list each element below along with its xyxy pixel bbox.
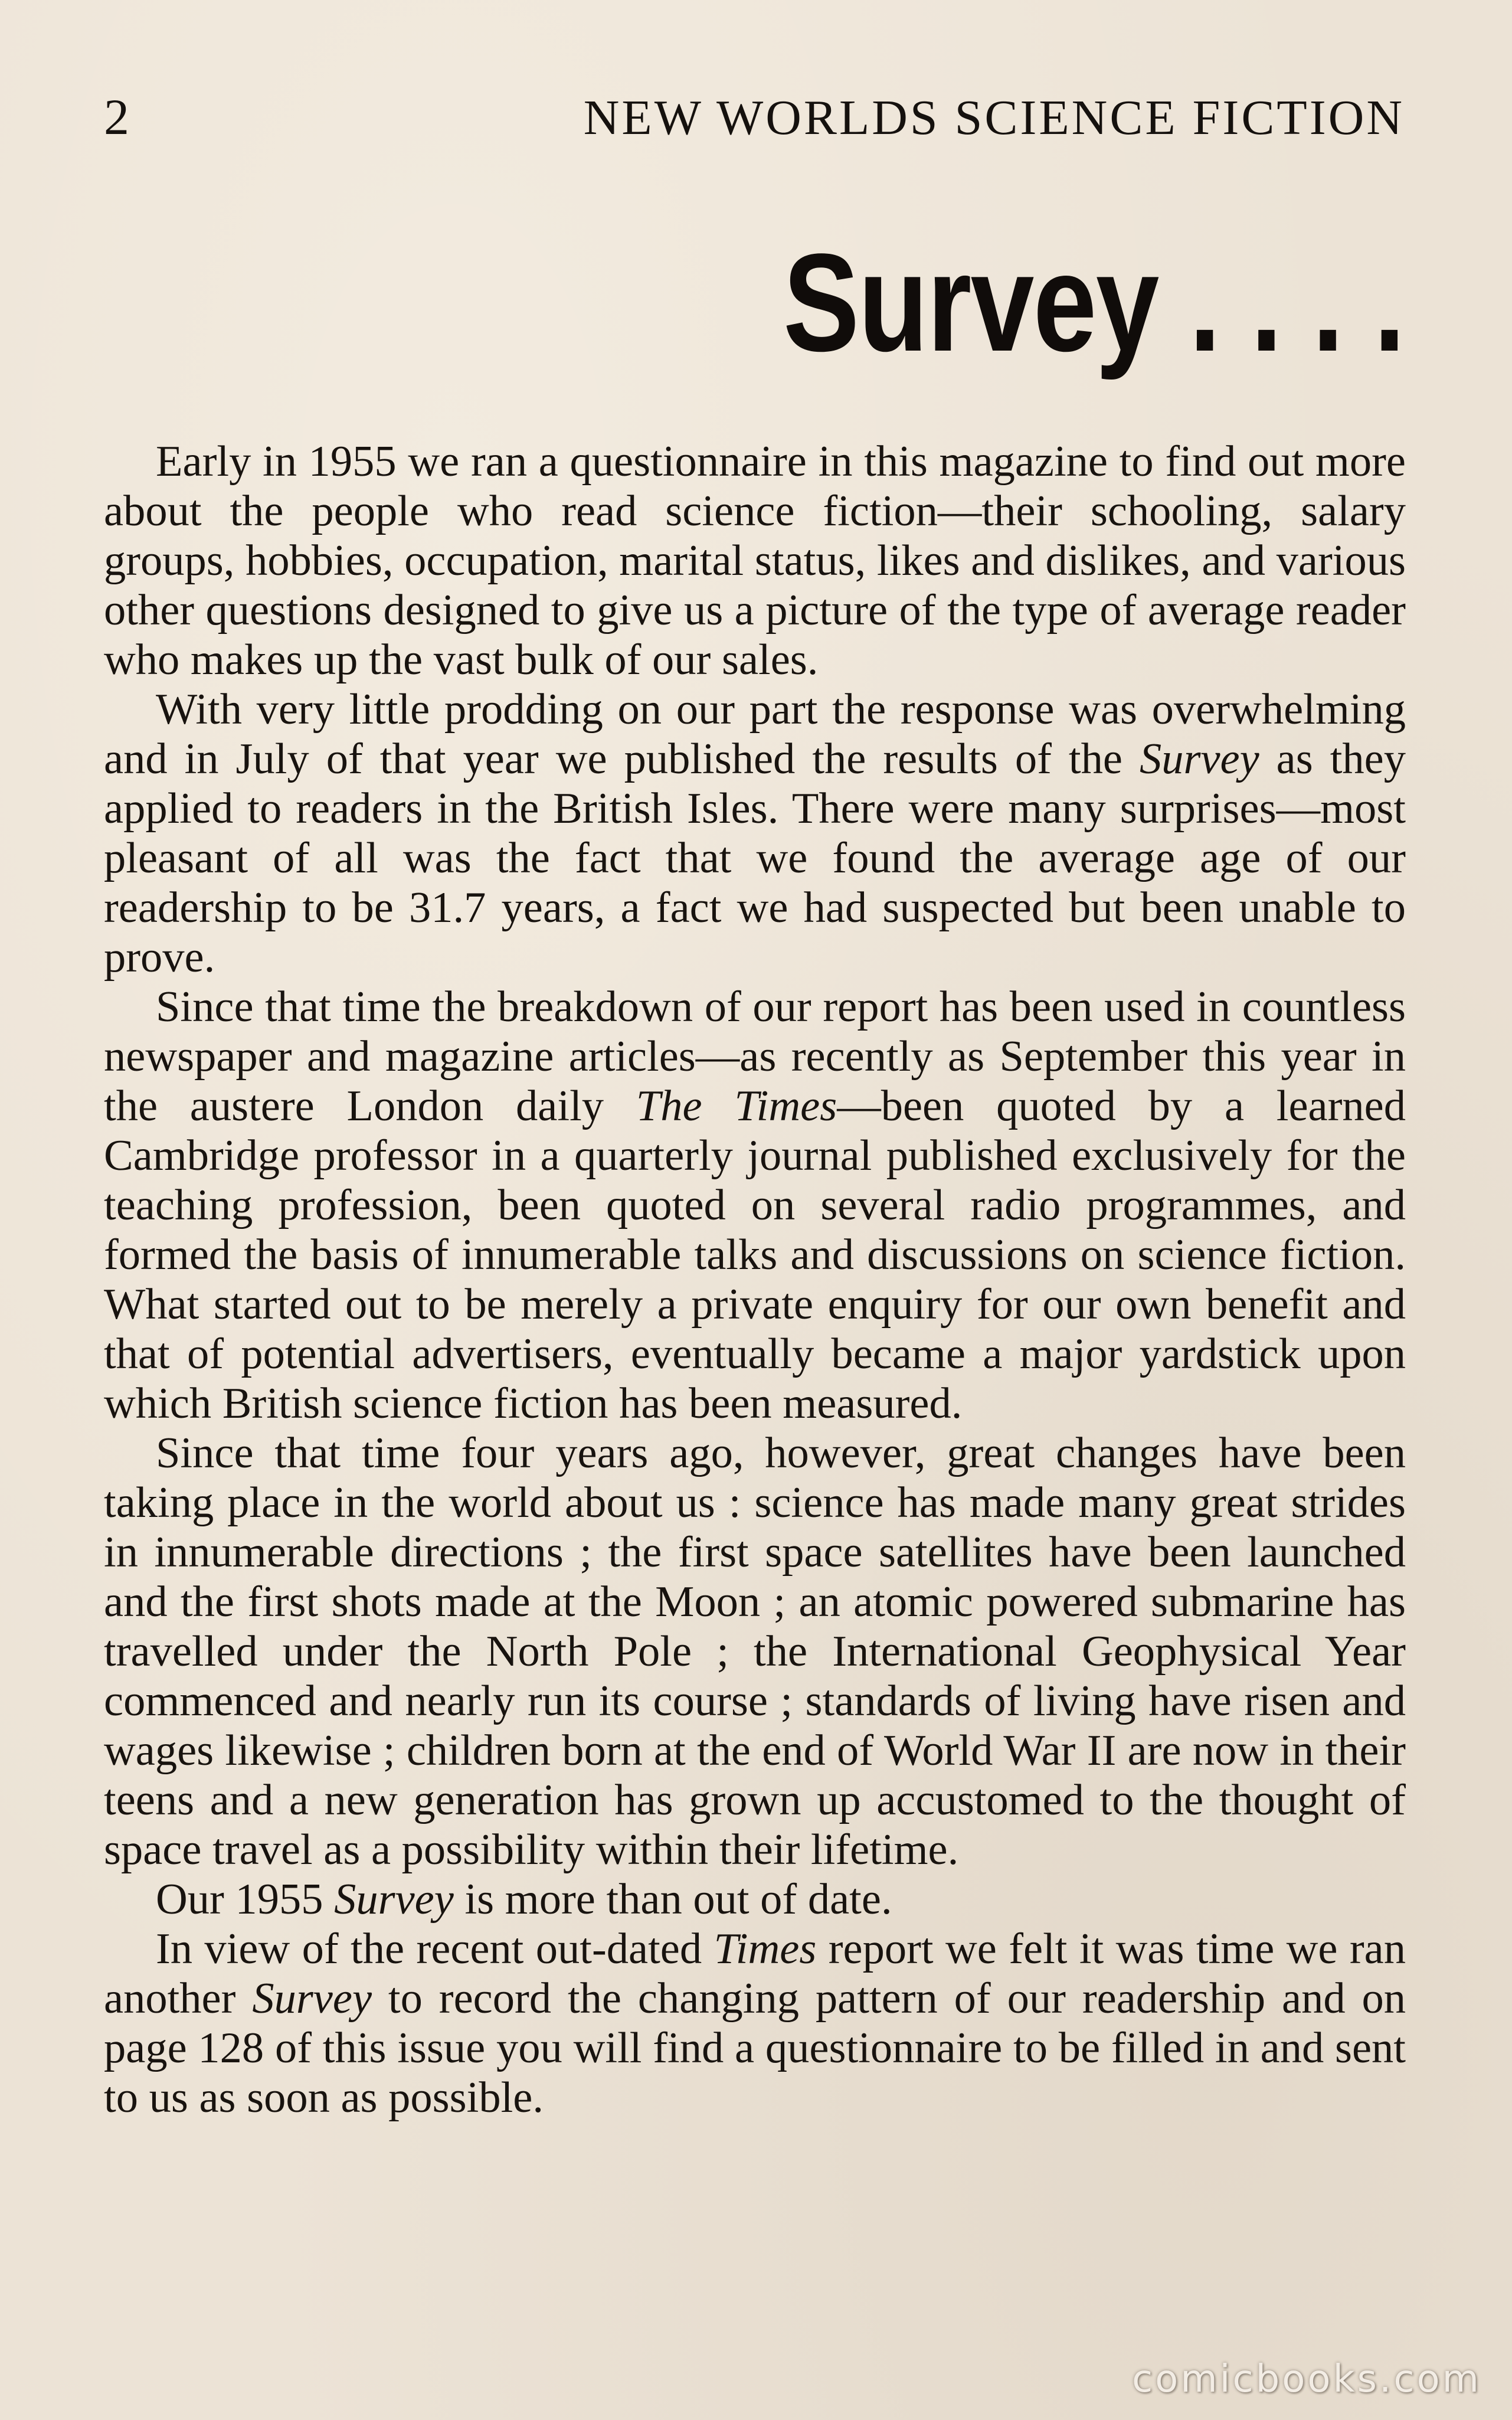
italic-text: Survey — [334, 1875, 454, 1924]
article-paragraph — [104, 437, 1406, 685]
paragraph-text: report we felt it was time we ran another — [104, 1925, 1406, 2023]
article-paragraph — [104, 982, 1406, 1428]
watermark: comicbooks.com — [1131, 2357, 1481, 2401]
paragraph-text: Since that time the breakdown of our report has been used in countless newspaper and magazine articles—as recently as September this year in the austere London daily — [104, 983, 1406, 1130]
article-title: Survey . . . . — [783, 225, 1405, 381]
article-paragraph — [104, 685, 1406, 982]
italic-text: The Times — [636, 1082, 837, 1130]
magazine-title: NEW WORLDS SCIENCE FICTION — [583, 90, 1405, 145]
paragraph-text: With very little prodding on our part the response was overwhelming and in July of that year we published the results of the — [104, 685, 1406, 783]
paragraph-text: is more than out of date. — [453, 1875, 892, 1924]
italic-text: Survey — [1139, 735, 1259, 783]
paragraph-text: to record the changing pattern of our readership and on page 128 of this issue you will find a questionnaire to be filled in and sent to us as soon as possible. — [104, 1974, 1406, 2122]
article-body — [104, 437, 1406, 2123]
article-paragraph — [104, 1924, 1406, 2123]
paragraph-text: as they applied to readers in the British Isles. There were many surprises—most pleasant of all was the fact that we found the average age of our readership to be 31.7 years, a fact we had suspected but been unable to prove. — [104, 735, 1406, 982]
page-number: 2 — [104, 89, 130, 145]
article-paragraph — [104, 1875, 1406, 1924]
paragraph-text: Early in 1955 we ran a questionnaire in this magazine to find out more about the people who read science fiction—their schooling, salary groups, hobbies, occupation, marital status, likes and dislikes, and various other questions designed to give us a picture of the type of average reader who makes up the vast bulk of our sales. — [104, 437, 1406, 684]
italic-text: Times — [714, 1925, 817, 1973]
paragraph-text: In view of the recent out-dated — [156, 1925, 714, 1973]
paragraph-text: Our 1955 — [156, 1875, 335, 1924]
paragraph-text: —been quoted by a learned Cambridge professor in a quarterly journal published exclusively for the teaching profession, been quoted on several radio programmes, and formed the basis of innumerable talks and discussions on science fiction. What started out to be merely a private enquiry for our own benefit and that of potential advertisers, eventually became a major yardstick upon which British science fiction has been measured. — [104, 1082, 1406, 1428]
article-paragraph — [104, 1428, 1406, 1875]
running-header — [104, 87, 1405, 152]
paragraph-text: Since that time four years ago, however, great changes have been taking place in the world about us : science has made many great strides in innumerable directions ; the first space satellites have been launched and the first shots made at the Moon ; an atomic powered submarine has travelled under the North Pole ; the International Geophysical Year commenced and nearly run its course ; standards of living have risen and wages likewise ; children born at the end of World War II are now in their teens and a new generation has grown up accustomed to the thought of space travel as a possibility within their lifetime. — [104, 1429, 1406, 1874]
italic-text: Survey — [252, 1974, 372, 2023]
